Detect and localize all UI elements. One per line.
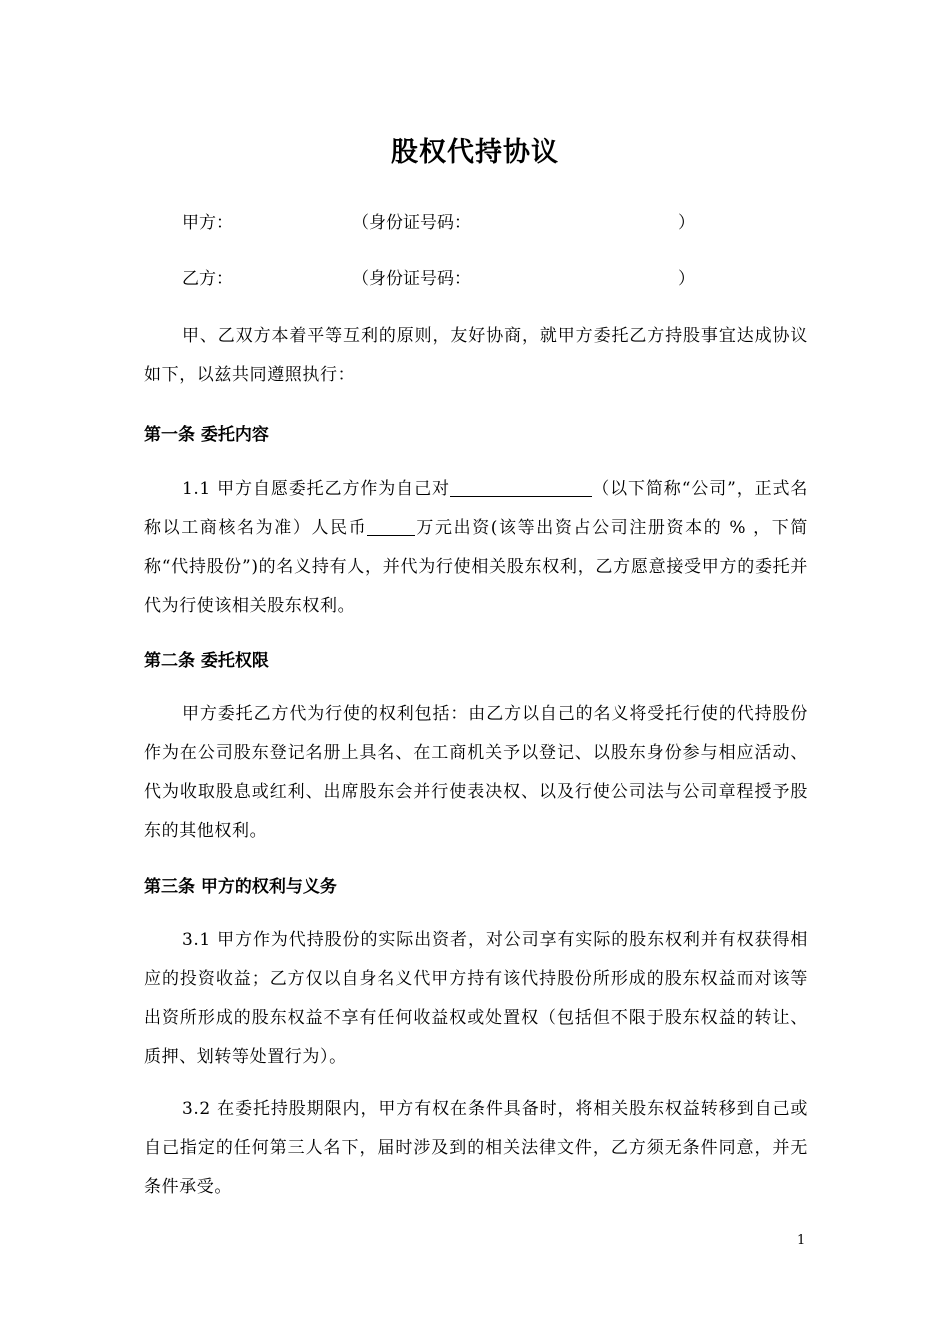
clause-1-1-text-b: （以下简称“公司”，正式名称以工商核名为准）人民币 [144,479,809,538]
clause-1-1 [144,470,808,626]
clause-1-1-text-c: 万元出资(该等出资占公司注册资本的 % ，下简称“代持股份”)的名义持有人，并代为行使相关股东权利，乙方愿意接受甲方的委托并代为行使该相关股东权利。 [144,518,808,616]
page-number: 1 [797,1233,806,1248]
clause-3-2: 3.2 在委托持股期限内，甲方有权在条件具备时，将相关股东权益转移到自己或自己指定的任何第三人名下，届时涉及到的相关法律文件，乙方须无条件同意，并无条件承受。 [144,1099,808,1197]
intro-paragraph: 甲、乙双方本着平等互利的原则，友好协商，就甲方委托乙方持股事宜达成协议如下，以兹共同遵照执行： [144,326,808,385]
party-b-id-close: ） [678,269,695,289]
document-title: 股权代持协议 [391,137,559,168]
party-a-id-close: ） [678,213,695,233]
party-b-label: 乙方： [182,269,233,289]
party-a-id-label: （身份证号码： [352,213,471,233]
article-2-heading: 第二条 委托权限 [144,651,269,671]
company-name-blank [450,478,592,497]
clause-3-1: 3.1 甲方作为代持股份的实际出资者，对公司享有实际的股东权利并有权获得相应的投资收益；乙方仅以自身名义代甲方持有该代持股份所形成的股东权益而对该等出资所形成的股东权益不享有任何收益权或处置权（包括但不限于股东权益的转让、质押、划转等处置行为）。 [144,930,808,1067]
article-1-heading: 第一条 委托内容 [144,425,269,445]
article-2-paragraph: 甲方委托乙方代为行使的权利包括：由乙方以自己的名义将受托行使的代持股份作为在公司股东登记名册上具名、在工商机关予以登记、以股东身份参与相应活动、代为收取股息或红利、出席股东会并行使表决权、以及行使公司法与公司章程授予股东的其他权利。 [144,704,808,841]
party-a-label: 甲方： [182,213,233,233]
amount-blank [367,517,415,536]
article-3-heading: 第三条 甲方的权利与义务 [144,877,337,897]
party-b-id-label: （身份证号码： [352,269,471,289]
clause-1-1-text-a: 1.1 甲方自愿委托乙方作为自己对 [182,479,450,499]
